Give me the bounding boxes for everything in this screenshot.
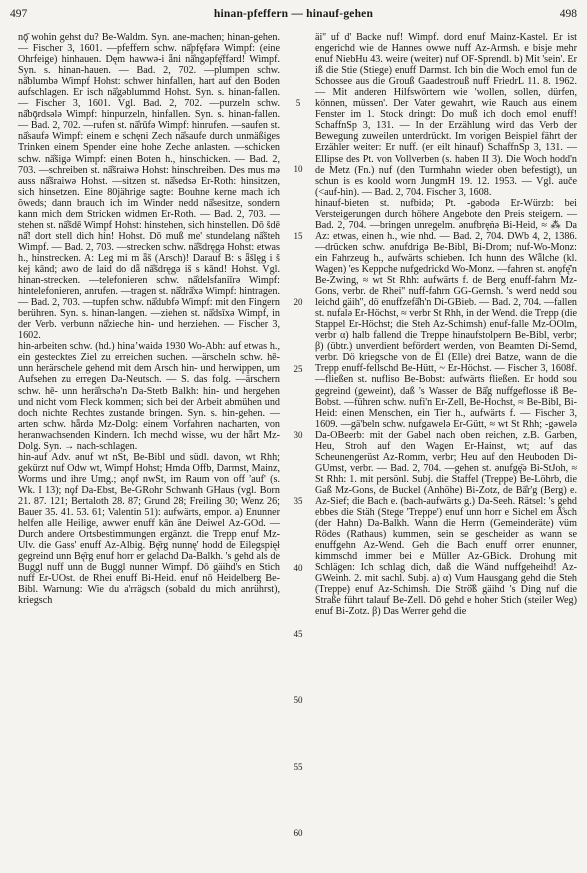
line-number: 5 [295, 98, 301, 108]
line-number: 50 [293, 695, 303, 705]
line-number: 25 [293, 364, 303, 374]
right-column [315, 32, 577, 617]
page-number-right: 498 [559, 8, 577, 20]
line-number: 15 [293, 231, 303, 241]
line-number: 60 [293, 828, 303, 838]
page-header [8, 8, 579, 24]
line-number: 10 [293, 164, 303, 174]
line-number: 40 [293, 563, 303, 573]
page-number-left: 497 [10, 8, 28, 20]
line-number: 55 [293, 762, 303, 772]
entry-hin-auf: hin-auf Adv. ǝnuf wt nSt, Be-Bibl und südl. davon, wt Rhh; gekürzt nuf Odw wt, Wimpf Hohst; Hmda Offb, Darmst, Mainz, Worms und ihre Umg.; ǝnǫf nwSt, im Raum von off 'auf' (s. Wk. I 13); nǫf Da-Ebst, Be-GRohr Schwanh GHaus (vgl. Born 21. 87. 121; Bertaloth 28. 87; Grund 28; Freiling 30; Wenz 26; Bauer 35. 41. 53. 61; Valentin 51): aufwärts, empor. a) Enunner helfen alle Heilige, awwer enuff kān ãne Deiwel Az-GOd. — Durch andere Ortsbestimmungen ergänzt. die Trepp enuf Mz-Ulv. die Gass' enuff Az-Albig. Bę̄rg nunnę' hodd de Eilegspięł gegreind unn Bę̄rg enuf horr er gelachd Da-Balkh. 's gehd als de Buggl nuff unn de Buggl nunner Wimpf. Dō gäihd's en Stich nuff Er-UOst. de Rhei enuff Bi-Heid. enuf nō Heidelberg Be-Bibl. Warnung: Wie du a'rrägsch (sobald du mich anrührst), kriegsch [18, 451, 280, 607]
line-number: 30 [293, 430, 303, 440]
entry-hinan-continued: nǭ̄ wohin gehst du? Be-Waldm. Syn. ane-machen; hinan-gehen. — Fischer 3, 1601. —pfeffern schw. nā̊pfęfərə Wimpf: (eine Ohrfeige) hinhauen. Dęm hawwə-i ǟni nā̊ngəpfę̄ffərd! Wimpf. Syn. s. hinan-hauen. — Bad. 2, 702. —plumpen schw. nā̊blumbə Wimpf Hohst: schwer hinfallen, hart auf den Boden aufschlagen. Er isch nā̊gəblummd Hohst. Syn. s. hinan-fallen. — Fischer 3, 1601. Vgl. Bad. 2, 702. —purzeln schw. nā̊bǭrdsələ Wimpf: hinpurzeln, hinfallen. Syn. s. hinan-fallen. — Bad. 2, 702. —rufen st. nā̊rūfə Wimpf: hinrufen. —saufen st. nā̊saufə Wimpf: einem e schęni Zech nā̊saufe durch unmäßiges Trinken einem Spender eine hohe Zeche anlasten. —schicken schw. nā̊šigə Wimpf: einen Boten h., hinschicken. — Bad. 2, 703. —schreiben st. nā̊šraiwə Hohst: hinschreiben. Des mus mə auss nā̊šraiwə Hohst. —sitzen st. nā̊sedsə Er-Roth: hinsitzen, sich hinsetzen. Eine 80jährige sagte: Bouhne kerne mach ich õweds; dann brauch ich im Winder nedd nā̊sesitze, sondern kann mich dem Stricken widmen Er-Roth. — Bad. 2, 703. —stehen st. nā̊šdē Wimpf Hohst: hinstehen, sich hinstellen. Dō šdē nā̊! dort stell dich hin! Hohst. Dō muß me' stundelang nā̊šteh Wimpf. — Bad. 2, 703. —strecken schw. nā̊šdręgə Hohst: etwas h., hinstrecken. A: Leg mi m ǟš (Arsch)! Darauf B: s ǟšlęg i š kej kānd; awo de laid do dǟ nā̊šdręgə iš s kānd! Hohst. Vgl. hinan-strecken. —telefonieren schw. nā̊delsfaniīrə Wimpf: hintelefonieren, anrufen. —tragen st. nā̊drā̊xə Wimpf: hintragen. — Bad. 2, 703. —tupfen schw. nā̊dubfə Wimpf: mit den Fingern berühren. Syn. s. hinan-langen. —ziehen st. nā̊dsīxə Wimpf, in der Verb. verbunn nā̊zieche hin- und herziehen. — Fischer 3, 1602. [18, 32, 280, 342]
running-title: hinan-pfeffern — hinauf-gehen [213, 8, 374, 20]
entry-hin-auf-continued: äi'' uf d' Backe nuf! Wimpf. dord enuf Mainz-Kastel. Er ist engerichd wie de Hannes owwe nuff Az-Armsh. e bisje mehr enuf NiebHu 43. weire (weiter) nuf OF-Sprendl. b) Mit 'sein'. Er iß die Stie (Stiege) enuff Darmst. Ich bin die Woch emol fun de Schossee aus die Grouß Gaadestrouß nuff FriedrL 11. 8. 1962. — Mit anderen Hilfswörtern wie 'wollen, sollen, dürfen, können, müssen'. Der Vater gewahrt, wie Rauch aus einem Fenster im 1. Stock dringt: Do muß ich doch emol enuff! SchaffnSp 3, 131. — In der Erzählung wird das Verb der Bewegung zuweilen unterdrückt. Im vorigen Beispiel fährt der Erzähler weiter: Er nuff. (er eilt hinauf) SchaffnSp 3, 131. — Ellipse des Pt. von Vollverben (s. haben II 3). Die Woch hodd'n de Metz (Fn.) nuf (den Turmhahn wieder oben befestigt), un schun is es koold worn JungmH 19. 12. 1953. — Vgl. auče (<auf-hin). — Bad. 2, 704. Fischer 3, 1608. [315, 32, 577, 198]
entry-hinauf-bieten: hinauf-bieten st. nufbidə; Pt. -gəbodə Er-Würzb: bei Versteigerungen durch höhere Angebote den Preis steigern. — Bad. 2, 704. —bringen unregelm. ənufbręṅə Bi-Heid, ≈ ⁂ Da Az: etwas, einen h., wie nhd. — Bad. 2, 704. DWb 4, 2, 1386. —drücken schw. ənufdrigə Be-Bibl, Bi-Drom; nuf-Wo-Monz: ein Fahrzeug h., aufwärts schieben. Ich hunn des Wǟlche (kl. Wagen) 'es Keppche nufgedrickd Wo-Monz. —fahren st. ənǫfę̄'n Be-Zwing, ≈ wt St Rhh: aufwärts f. de Berg enuff-fahrn Mz-Gons, verbr. de Rhei'' nuff-fahrn GG-Gernsh. 's werd nedd sou leichd gäih'', dö enuffzefā̊h'n Di-GBieb. — Bad. 2, 704. —fallen st. nufalə Er-Höchst, ≈ verbr St Rhh, in der Wend. die Trepp (die Stappel Er-Höchst; die Steh Az-Schimsh) enuf-falle Mz-OOlm, verbr α) halb fallend die Treppe hinaufstolpern Be-Bibl, verbr; β) (übtr.) unverdient befördert werden, von Beamten Di-Semd, verbr. Dö kriegsche von de Ël (Elle) drei Batze, wann de die Trepp enuff-fellschd Be-Hütt, ~ Er-Höchst. — Fischer 3, 1608f. —fließen st. nufliso Be-Bobst: aufwärts fließen. Er hodd sou gegreind (geweint), daß 's Wasser de Bā̊g nuffgeflosse iß Be-Bobst. —führen schw. nufi'n Er-Zell, Be-Hochst, ≈ Be-Bibl, Bi-Heid: einen Menschen, ein Tier h., aufwärts f. — Fischer 3, 1609. —gä'beln schw. nufgawelə Er-Gütt, ≈ wt St Rhh; -gəwelə Da-OBeerb: mit der Gabel nach oben reichen, z.B. Garben, Heu, Stroh auf den Wagen Er-Hainst, wt; auf das Scheunengerüst Az-Romm, verbr; Heu auf den Heuboden Di-GUmst, verbr. — Bad. 2, 704. —gehen st. ənufgę̄ə Bi-StJoh, ≈ St Rhh: 1. mit persönl. Subj. die Staffel (Treppe) Be-Löhrb, die Gaß Mz-Gons, de Buckel (Anhöhe) Bi-Zotz, de Bā̊r'g (Berg) e. Az-Sief; die Bach e. (bach-aufwärts g.) Da-Seeh. Rätsel: 's gehd ebbes die Stäh (Stege 'Treppe') enuf unn horr e Sichel em Ā̊sch (der Hahn) Da-Balkh. Wann die Herrn (Gemeinderäte) vüm Rödes (Rathaus) kummen, sein se gescheider as wann se enuffgehn Az-Wend. Geh die Bach enuff orrer enunner, kimmschd immer bei e Müller Az-GBick. Drohung mit Schlägen: Ich schlag dich, daß die Wänd nuffgeheihd! Az-GWeinh. 2. mit sachl. Subj. a) α) Vum Hausgang gehd die Steh (Treppe) enuf Az-Schimsh. Die Strö̆ß gäihd 's Ding nuf die Straße führt talauf Be-Zell. Dō gehd e hoher Stich (steiler Weg) enuf Bi-Zotz. β) Das Werrer gehd die [315, 197, 577, 618]
left-column [18, 32, 280, 606]
line-number: 45 [293, 629, 303, 639]
entry-hin-arbeiten: hin-arbeiten schw. (hd.) hinaʼwaidə 1930 Wo-Abh: auf etwas h., ein gestecktes Ziel zu erreichen suchen. —ärscheln schw. hē- unn herärschele gehend mit dem Arsch hin- und herwippen, um Aufsehen zu erregen Da-Neutsch. — S. das folg. —ärschern schw. hē- unn herā̊rschə'n Da-Stetb Balkh: hin- und hergehen und nicht vom Fleck kommen; sich bei der Arbeit abmühen und doch nichte Rechtes zustande bringen. Syn. s. hin-gehen. —arten schw. hǟrdə Mz-Dolg: einem Vorfahren nacharten, von heranwachsenden Kindern. Ich mechd wisse, wu der hǟrt Mz-Dolg. Syn. → nach-schlagen. [18, 341, 280, 452]
line-number: 20 [293, 297, 303, 307]
line-number: 35 [293, 496, 303, 506]
